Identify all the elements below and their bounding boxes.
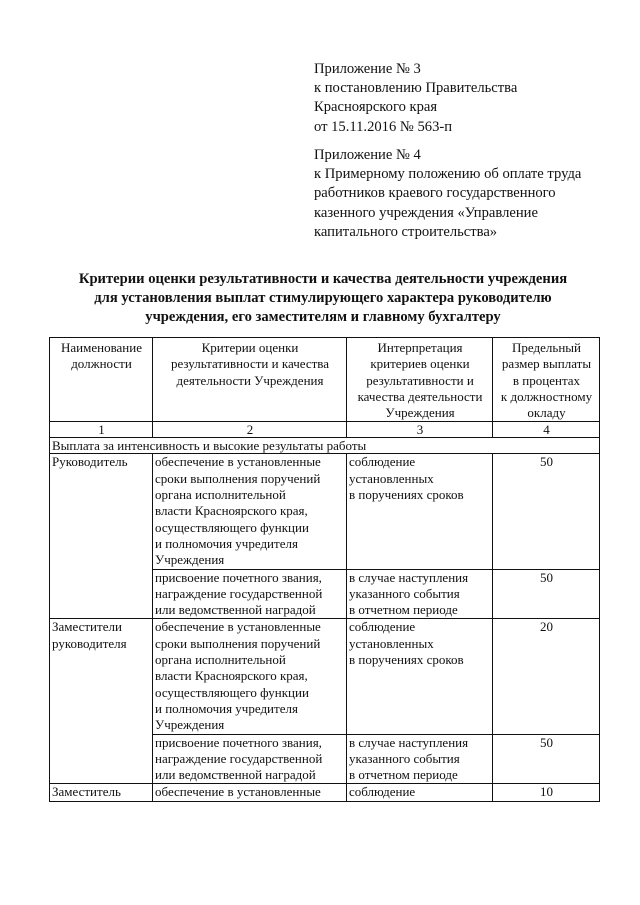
title-line: Критерии оценки результативности и качества деятельности учреждения [78,271,568,287]
interpretation-cell-line: в поручениях сроков [349,487,464,503]
position-cell-line: Заместитель [52,784,121,800]
section-row [50,438,600,454]
criteria-cell-line: органа исполнительной [155,487,286,503]
title-line: учреждения, его заместителям и главному бухгалтеру [145,309,501,325]
criteria-cell-line: сроки выполнения поручений [155,635,321,651]
interpretation-cell [347,619,493,734]
interpretation-cell-line: соблюдение [349,784,416,800]
criteria-cell-line: присвоение почетного звания, [155,734,322,750]
criteria-cell-line: осуществляющего функции [155,684,309,700]
table-row [50,454,600,569]
criteria-cell-line: осуществляющего функции [155,519,309,535]
table-row [50,784,600,801]
document-title [40,270,606,327]
appendix-3-line: к постановлению Правительства [314,80,518,97]
criteria-cell-line: награждение государственной [155,585,323,601]
appendix-4-block [314,146,581,242]
interpretation-cell-line: указанного события [349,750,460,766]
table-row [50,619,600,734]
header-line: окладу [527,405,566,421]
column-number: 3 [347,422,493,438]
appendix-4-line: казенного учреждения «Управление [314,204,538,221]
criteria-cell-line: органа исполнительной [155,652,286,668]
criteria-cell-line: власти Красноярского края, [155,668,308,684]
header-position [50,338,153,422]
position-cell-line: Заместители [52,619,122,635]
header-line: критериев оценки [370,356,470,372]
header-line: Предельный [512,340,581,355]
appendix-3-line: Красноярского края [314,99,438,116]
section-title: Выплата за интенсивность и высокие результаты работы [50,438,600,454]
interpretation-cell [347,784,493,801]
header-interpretation [347,338,493,422]
percent-cell: 10 [493,784,600,801]
table-header-row [50,338,600,422]
criteria-cell [153,784,347,801]
criteria-cell-line: или ведомственной наградой [155,767,316,783]
appendix-4-line: к Примерному положению об оплате труда [314,166,582,183]
header-line: результативности и [366,372,474,388]
percent-cell: 50 [493,569,600,619]
interpretation-cell-line: в отчетном периоде [349,767,458,783]
interpretation-cell-line: соблюдение [349,454,416,470]
position-cell [50,454,153,619]
header-line: к должностному [500,388,593,404]
interpretation-cell-line: установленных [349,470,434,486]
position-cell [50,619,153,784]
percent-cell: 20 [493,619,600,734]
criteria-cell-line: Учреждения [155,552,225,568]
criteria-cell-line: власти Красноярского края, [155,503,308,519]
criteria-table [49,337,600,802]
header-percent [493,338,600,422]
criteria-cell-line: и полномочия учредителя [155,700,298,716]
header-line: деятельности Учреждения [176,372,324,388]
criteria-cell-line: обеспечение в установленные [155,619,321,635]
column-number: 4 [493,422,600,438]
criteria-cell [153,454,347,569]
appendix-3-line: от 15.11.2016 № 563-п [314,118,453,135]
interpretation-cell [347,569,493,619]
criteria-cell-line: или ведомственной наградой [155,602,316,618]
criteria-cell [153,734,347,784]
criteria-cell-line: и полномочия учредителя [155,535,298,551]
header-line: результативности и качества [170,356,330,372]
column-number: 2 [153,422,347,438]
criteria-cell-line: награждение государственной [155,750,323,766]
interpretation-cell-line: в отчетном периоде [349,602,458,618]
interpretation-cell-line: в поручениях сроков [349,652,464,668]
header-line: Наименование [61,340,142,355]
interpretation-cell-line: указанного события [349,585,460,601]
percent-cell: 50 [493,734,600,784]
header-line: размер выплаты [501,356,592,372]
position-cell [50,784,153,801]
appendix-4-line: работников краевого государственного [314,185,556,202]
interpretation-cell-line: установленных [349,635,434,651]
header-line: Интерпретация [377,340,463,355]
header-line: должности [71,356,132,372]
column-number: 1 [50,422,153,438]
column-number-row [50,422,600,438]
interpretation-cell-line: в случае наступления [349,734,469,750]
header-line: в процентах [512,372,581,388]
interpretation-cell-line: соблюдение [349,619,416,635]
header-line: Учреждения [385,405,455,421]
criteria-cell [153,569,347,619]
position-cell-line: Руководитель [52,454,128,470]
criteria-cell [153,619,347,734]
title-line: для установления выплат стимулирующего характера руководителю [94,290,552,306]
position-cell-line: руководителя [52,635,127,651]
header-criteria [153,338,347,422]
interpretation-cell [347,734,493,784]
interpretation-cell-line: в случае наступления [349,569,469,585]
criteria-cell-line: присвоение почетного звания, [155,569,322,585]
criteria-cell-line: сроки выполнения поручений [155,470,321,486]
appendix-3-line: Приложение № 3 [314,61,421,77]
appendix-4-line: Приложение № 4 [314,147,421,163]
header-line: качества деятельности [357,388,483,404]
table-body [50,422,600,801]
appendix-3-block [314,60,517,137]
interpretation-cell [347,454,493,569]
percent-cell: 50 [493,454,600,569]
criteria-cell-line: Учреждения [155,717,225,733]
criteria-cell-line: обеспечение в установленные [155,784,321,800]
appendix-4-line: капитального строительства» [314,223,498,240]
criteria-cell-line: обеспечение в установленные [155,454,321,470]
header-line: Критерии оценки [201,340,299,355]
